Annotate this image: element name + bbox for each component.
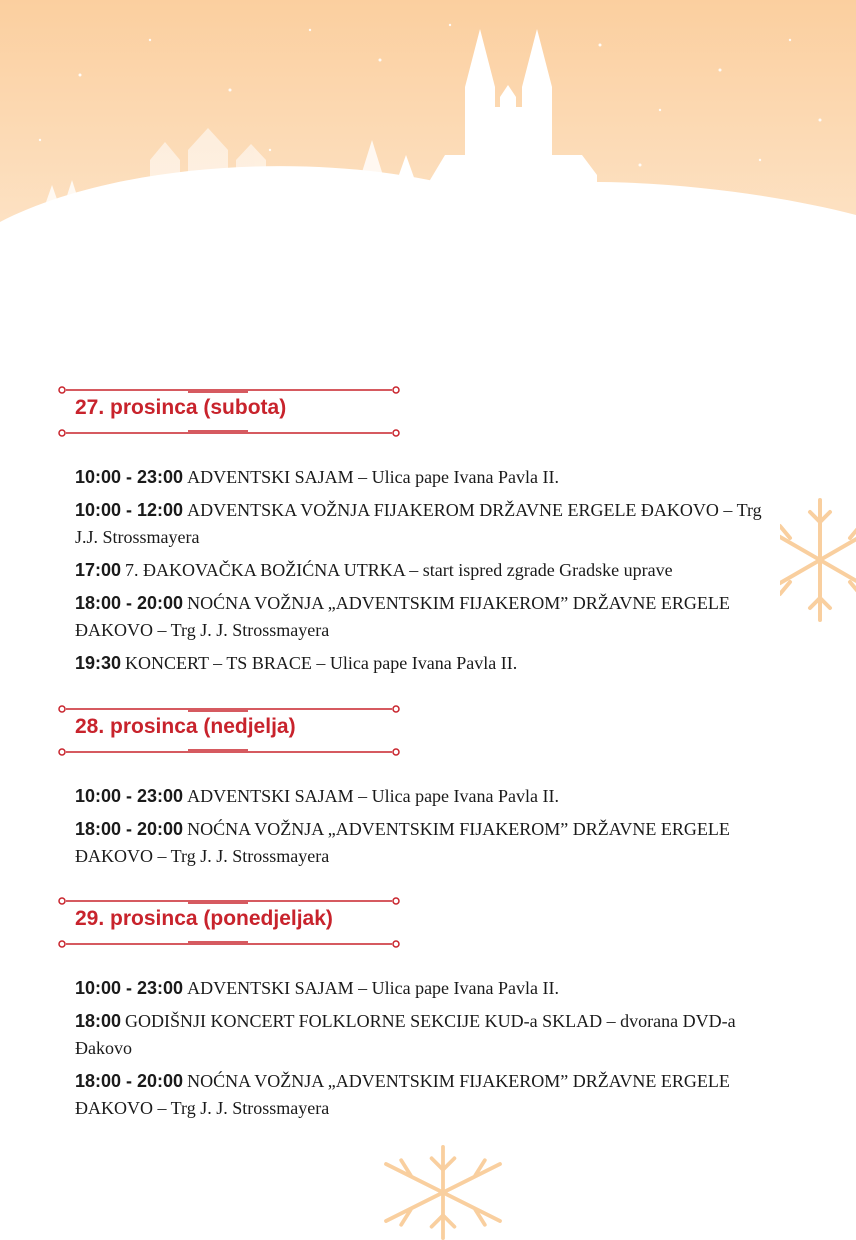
event-text: ADVENTSKI SAJAM – Ulica pape Ivana Pavla II. [187,786,559,806]
day-title: 29. prosinca (ponedjeljak) [75,907,333,930]
event-time: 18:00 - 20:00 [75,819,184,839]
day-header [58,382,458,442]
event-time: 10:00 - 23:00 [75,786,184,806]
day-section [0,893,856,1128]
list-item [75,816,775,870]
event-time: 17:00 [75,560,122,580]
day-title: 28. prosinca (nedjelja) [75,715,296,738]
event-text: ADVENTSKI SAJAM – Ulica pape Ivana Pavla II. [187,467,559,487]
day-section [0,701,856,876]
list-item [75,783,775,810]
list-item [75,1008,775,1062]
day-header [58,701,458,761]
event-list [75,975,775,1122]
event-text: ADVENTSKI SAJAM – Ulica pape Ivana Pavla II. [187,978,559,998]
list-item [75,497,775,551]
event-text: NOĆNA VOŽNJA „ADVENTSKIM FIJAKEROM” DRŽAVNE ERGELE ĐAKOVO – Trg J. J. Strossmayera [75,819,730,866]
event-text: GODIŠNJI KONCERT FOLKLORNE SEKCIJE KUD-a SKLAD – dvorana DVD-a Đakovo [75,1011,736,1058]
event-time: 10:00 - 23:00 [75,978,184,998]
snowflake-icon [378,1145,508,1240]
event-text: NOĆNA VOŽNJA „ADVENTSKIM FIJAKEROM” DRŽAVNE ERGELE ĐAKOVO – Trg J. J. Strossmayera [75,1071,730,1118]
list-item [75,975,775,1002]
list-item [75,590,775,644]
event-time: 18:00 - 20:00 [75,1071,184,1091]
event-time: 18:00 - 20:00 [75,593,184,613]
day-section [0,382,856,683]
event-time: 10:00 - 12:00 [75,500,184,520]
day-header [58,893,458,953]
event-text: 7. ĐAKOVAČKA BOŽIĆNA UTRKA – start ispred zgrade Gradske uprave [125,560,673,580]
event-time: 10:00 - 23:00 [75,467,184,487]
event-time: 18:00 [75,1011,122,1031]
event-text: NOĆNA VOŽNJA „ADVENTSKIM FIJAKEROM” DRŽAVNE ERGELE ĐAKOVO – Trg J. J. Strossmayera [75,593,730,640]
list-item [75,1068,775,1122]
event-text: ADVENTSKA VOŽNJA FIJAKEROM DRŽAVNE ERGELE ĐAKOVO – Trg J.J. Strossmayera [75,500,762,547]
event-text: KONCERT – TS BRACE – Ulica pape Ivana Pavla II. [125,653,518,673]
list-item [75,650,775,677]
event-list [75,783,775,870]
winter-banner [0,0,856,300]
event-list [75,464,775,677]
day-title: 27. prosinca (subota) [75,396,287,419]
list-item [75,557,775,584]
list-item [75,464,775,491]
event-time: 19:30 [75,653,122,673]
